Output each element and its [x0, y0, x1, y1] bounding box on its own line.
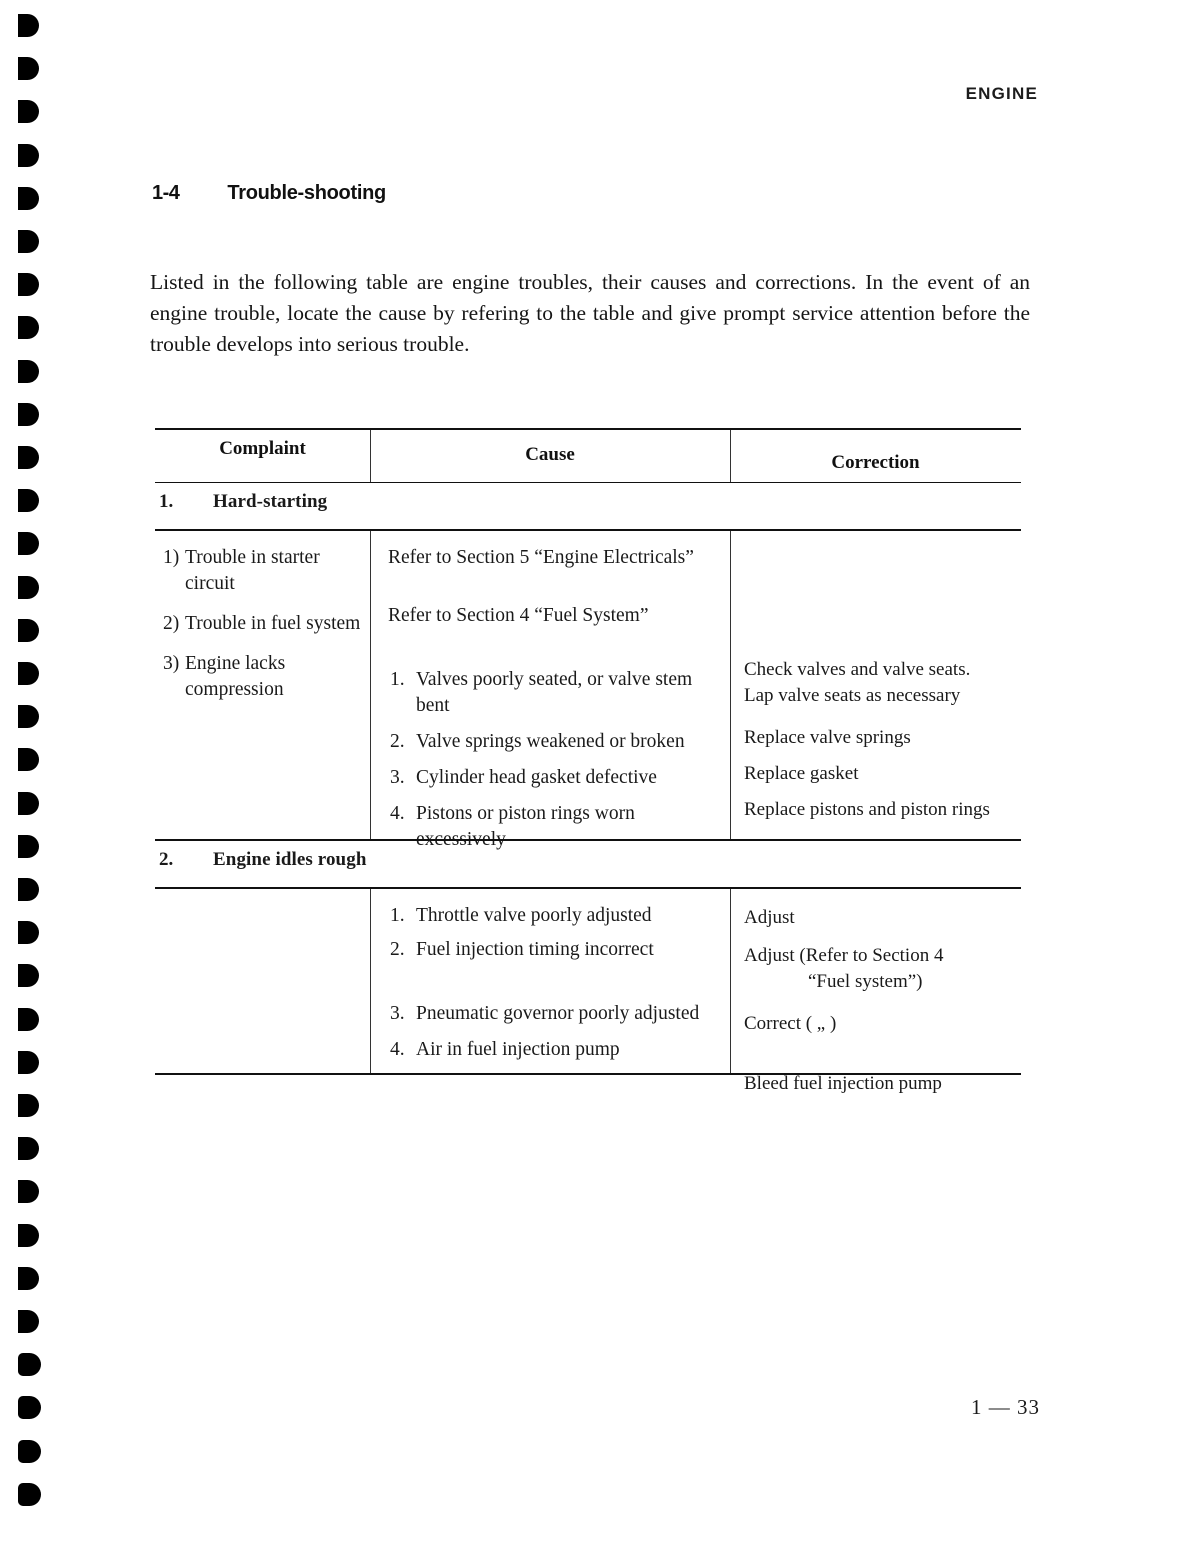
item-text: Cylinder head gasket defective — [416, 767, 657, 788]
correction-line: Replace gasket — [744, 763, 859, 784]
correction-cell — [730, 531, 1021, 823]
binding-hole — [18, 1180, 39, 1203]
page-title — [152, 182, 386, 205]
table-header-row — [155, 430, 1021, 482]
binding-hole — [18, 403, 39, 426]
cause-reference: Refer to Section 5 “Engine Electricals” — [388, 547, 694, 568]
binding-hole — [18, 1267, 39, 1290]
cause-cell — [370, 889, 730, 1063]
correction-line — [744, 969, 1017, 995]
binding-hole — [18, 532, 39, 555]
binding-hole — [18, 14, 39, 37]
spiral-binding-holes — [0, 0, 60, 1544]
item-text: Valves poorly seated, or valve stem bent — [416, 669, 693, 716]
item-marker: 3) — [163, 653, 180, 674]
binding-hole — [18, 446, 39, 469]
binding-hole — [18, 57, 39, 80]
item-marker: 2. — [390, 939, 405, 960]
binding-hole — [18, 1224, 39, 1247]
binding-hole — [18, 662, 39, 685]
binding-hole — [18, 576, 39, 599]
binding-hole — [18, 619, 39, 642]
list-item — [388, 765, 724, 791]
correction-line: Replace valve springs — [744, 727, 911, 748]
binding-hole — [18, 921, 39, 944]
binding-hole — [18, 187, 39, 210]
group-1-body — [155, 531, 1021, 850]
binding-hole — [18, 273, 39, 296]
correction-line: Adjust — [744, 907, 795, 928]
table-bottom-rule — [155, 1073, 1021, 1075]
cause-cell — [370, 531, 730, 853]
binding-hole — [18, 1353, 41, 1376]
binding-hole — [18, 1396, 41, 1419]
item-marker: 1. — [390, 905, 405, 926]
item-text: Trouble in fuel system — [185, 613, 361, 634]
list-item — [163, 611, 364, 637]
correction-line: Correct ( „ ) — [744, 1013, 837, 1034]
item-text: Pneumatic governor poorly adjusted — [416, 1003, 700, 1024]
binding-hole — [18, 360, 39, 383]
correction-line: Lap valve seats as necessary — [744, 685, 961, 706]
item-marker: 2) — [163, 613, 180, 634]
correction-continuation: “Fuel system”) — [808, 971, 923, 992]
complaint-cell — [155, 531, 370, 717]
list-item — [388, 937, 724, 963]
item-text: Engine lacks compression — [185, 653, 286, 700]
item-marker: 4. — [390, 803, 405, 824]
binding-hole — [18, 964, 39, 987]
item-marker: 4. — [390, 1039, 405, 1060]
item-text: Throttle valve poorly adjusted — [416, 905, 652, 926]
correction-line: Bleed fuel injection pump — [744, 1073, 942, 1094]
group-2-body — [155, 889, 1021, 1094]
item-text: Fuel injection timing incorrect — [416, 939, 654, 960]
list-item — [388, 729, 724, 755]
binding-hole — [18, 1483, 41, 1506]
item-text: Air in fuel injection pump — [416, 1039, 620, 1060]
list-item — [163, 545, 364, 597]
item-marker: 1) — [163, 547, 180, 568]
binding-hole — [18, 748, 39, 771]
group-label: Hard-starting — [213, 491, 328, 512]
group-label: Engine idles rough — [213, 849, 367, 870]
group-header-row — [155, 841, 1021, 887]
intro-paragraph: Listed in the following table are engine troubles, their causes and corrections. In the event of an engine trouble, locate the cause by refering to the table and give prompt service attention before the trouble develops into serious trouble. — [150, 269, 1030, 356]
correction-cell — [730, 889, 1021, 1097]
binding-hole — [18, 878, 39, 901]
binding-hole — [18, 792, 39, 815]
item-text: Trouble in starter circuit — [185, 547, 320, 594]
section-title: Trouble-shooting — [227, 182, 386, 204]
group-number: 1. — [159, 491, 174, 512]
running-head: ENGINE — [965, 84, 1038, 103]
binding-hole — [18, 1137, 39, 1160]
list-item — [388, 903, 724, 929]
binding-hole — [18, 1094, 39, 1117]
correction-line: Adjust (Refer to Section 4 — [744, 945, 944, 966]
item-marker: 3. — [390, 1003, 405, 1024]
binding-hole — [18, 1008, 39, 1031]
binding-hole — [18, 489, 39, 512]
binding-hole — [18, 316, 39, 339]
binding-hole — [18, 230, 39, 253]
item-marker: 1. — [390, 669, 405, 690]
group-number: 2. — [159, 849, 174, 870]
list-item — [163, 651, 364, 703]
binding-hole — [18, 1440, 41, 1463]
correction-line: Replace pistons and piston rings — [744, 799, 990, 820]
item-text: Pistons or piston rings worn excessively — [416, 803, 635, 850]
binding-hole — [18, 144, 39, 167]
binding-hole — [18, 705, 39, 728]
section-number: 1-4 — [152, 182, 180, 204]
group-header-row — [155, 483, 1021, 529]
list-item — [388, 667, 724, 719]
column-header-cause: Cause — [525, 444, 575, 465]
page-number: 1 — 33 — [971, 1395, 1040, 1419]
correction-line: Check valves and valve seats. — [744, 659, 971, 680]
cause-reference: Refer to Section 4 “Fuel System” — [388, 605, 649, 626]
complaint-cell — [155, 889, 370, 903]
binding-hole — [18, 1310, 39, 1333]
column-header-correction: Correction — [831, 452, 920, 473]
item-text: Valve springs weakened or broken — [416, 731, 685, 752]
troubleshooting-table — [155, 428, 1021, 1094]
binding-hole — [18, 1051, 39, 1074]
list-item — [388, 1001, 724, 1027]
binding-hole — [18, 835, 39, 858]
item-marker: 2. — [390, 731, 405, 752]
column-header-complaint: Complaint — [219, 438, 306, 459]
item-marker: 3. — [390, 767, 405, 788]
binding-hole — [18, 100, 39, 123]
list-item — [388, 1037, 724, 1063]
